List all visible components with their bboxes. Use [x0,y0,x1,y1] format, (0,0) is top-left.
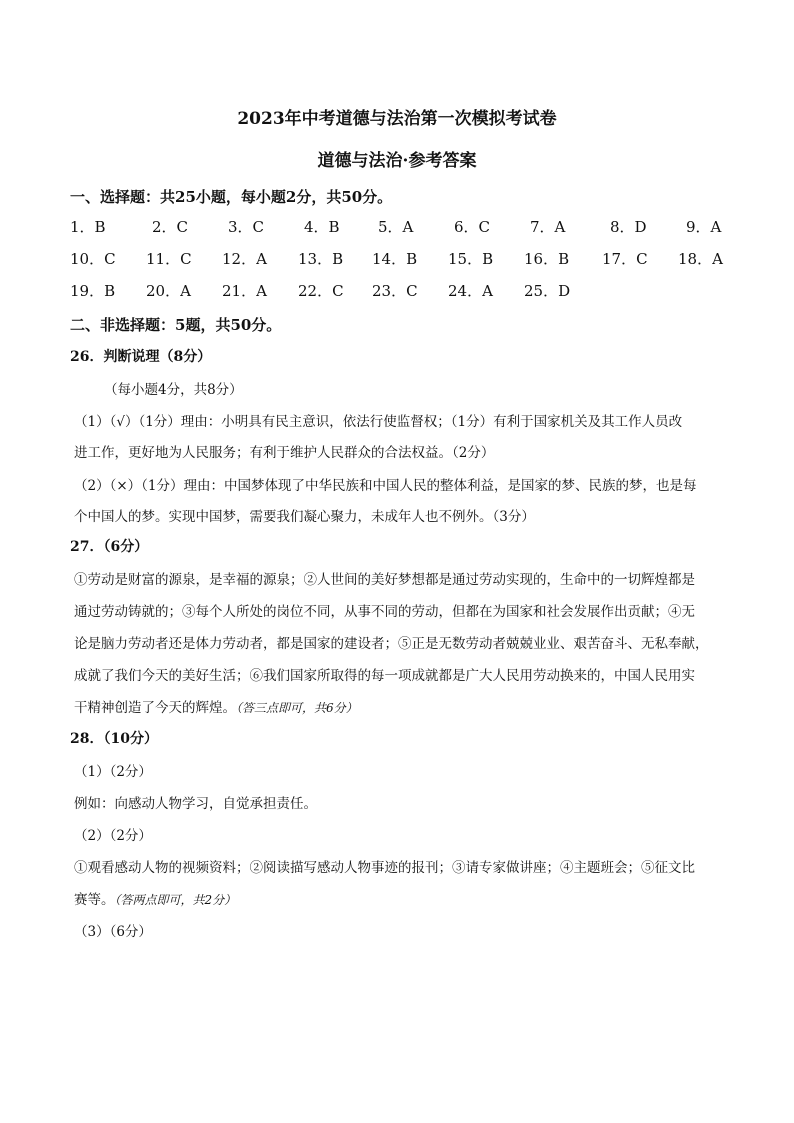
answer-row [70,216,730,248]
q28-sub2-line1: ①观看感动人物的视频资料；②阅读描写感动人物事迹的报刊；③请专家做讲座；④主题班会；⑤征文比 [74,860,695,876]
answer-item: 5．A [378,218,414,236]
q27-line3: 论是脑力劳动者还是体力劳动者，都是国家的建设者；⑤正是无数劳动者兢兢业业、艰苦奋斗、无私奉献， [74,636,709,652]
q26-p1-line2: 进工作，更好地为人民服务；有利于维护人民群众的合法权益。（2分） [74,445,495,461]
answer-item: 15．B [448,250,494,268]
answer-item: 25．D [524,282,571,300]
answer-item: 12．A [222,250,267,268]
answer-item: 18．A [678,250,723,268]
answer-row [70,280,730,312]
answer-item: 11．C [146,250,192,268]
q27-line5 [74,696,734,716]
q28-sub3: （3）（6分） [74,924,152,940]
section-nonchoice-heading: 二、非选择题：5题，共50分。 [70,316,282,334]
section-choice-heading: 一、选择题：共25小题，每小题2分，共50分。 [70,188,393,206]
q27-line4: 成就了我们今天的美好生活；⑥我们国家所取得的每一项成就都是广大人民用劳动换来的，中国人民用实 [74,668,695,684]
q27-scoring-note: （答三点即可，共6分） [236,701,358,715]
answer-item: 10．C [70,250,116,268]
q27-line2: 通过劳动铸就的；③每个人所处的岗位不同，从事不同的劳动，但都在为国家和社会发展作出贡献；④无 [74,604,695,620]
answer-item: 14．B [372,250,418,268]
q27-line1: ①劳动是财富的源泉，是幸福的源泉；②人世间的美好梦想都是通过劳动实现的，生命中的一切辉煌都是 [74,572,695,588]
q28-sub2-line2 [74,888,734,908]
answer-item: 8．D [610,218,647,236]
answer-item: 7．A [530,218,566,236]
answer-item: 4．B [304,218,340,236]
answer-row [70,248,730,280]
answer-item: 17．C [602,250,648,268]
q26-heading: 26．判断说理（8分） [70,349,212,365]
q27-line5-text: 干精神创造了今天的辉煌。 [74,700,236,716]
choice-answers [70,216,730,312]
q27-heading: 27．（6分） [70,539,149,555]
answer-item: 23．C [372,282,418,300]
q28-sub1: （1）（2分） [74,764,152,780]
answer-item: 6．C [454,218,491,236]
q28-scoring-note: （答两点即可，共2分） [114,893,237,907]
q26-note: （每小题4分，共8分） [104,382,243,398]
q26-p1-line1: （1）（√）（1分）理由：小明具有民主意识，依法行使监督权；（1分）有利于国家机关及其工作人员改 [74,414,683,430]
q26-p2-line1: （2）（×）（1分）理由：中国梦体现了中华民族和中国人民的整体利益，是国家的梦、民族的梦，也是每 [74,478,697,494]
q28-sub1-answer: 例如：向感动人物学习，自觉承担责任。 [74,796,317,812]
q26-p2-line2: 个中国人的梦。实现中国梦，需要我们凝心聚力，未成年人也不例外。（3分） [74,509,535,525]
exam-subtitle: 道德与法治·参考答案 [317,151,477,171]
answer-item: 1．B [70,218,106,236]
answer-item: 9．A [686,218,722,236]
answer-item: 22．C [298,282,344,300]
exam-title: 2023年中考道德与法治第一次模拟考试卷 [237,109,557,129]
answer-item: 2．C [152,218,189,236]
q28-sub2: （2）（2分） [74,828,152,844]
q28-sub2-line2-text: 赛等。 [74,892,115,908]
answer-item: 13．B [298,250,344,268]
answer-item: 16．B [524,250,570,268]
answer-item: 19．B [70,282,116,300]
answer-item: 24．A [448,282,493,300]
answer-item: 3．C [228,218,265,236]
answer-item: 21．A [222,282,267,300]
q28-heading: 28．（10分） [70,731,158,747]
answer-item: 20．A [146,282,191,300]
